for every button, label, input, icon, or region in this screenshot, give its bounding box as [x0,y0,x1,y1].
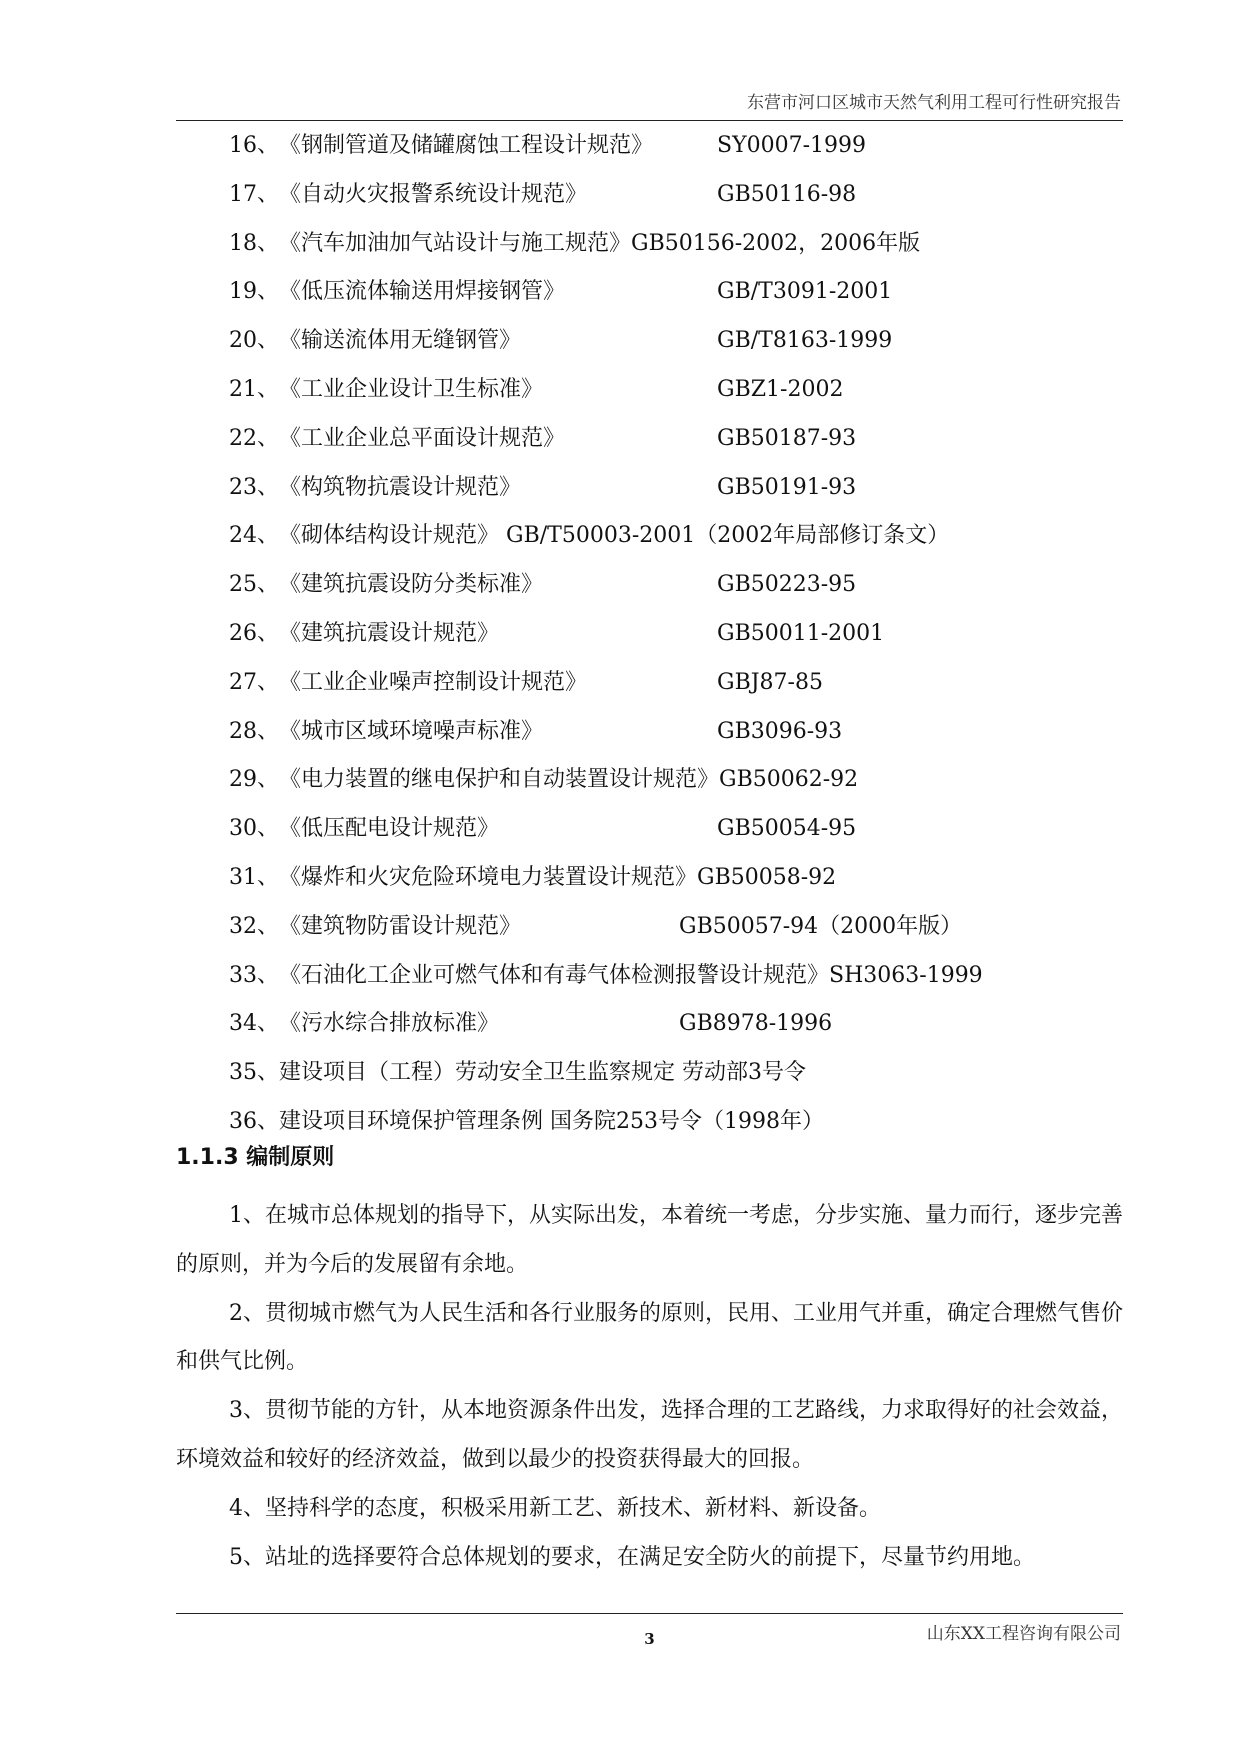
section-heading: 1.1.3 编制原则 [176,1145,335,1170]
reference-title: 《石油化工企业可燃气体和有毒气体检测报警设计规范》 [279,962,830,988]
reference-title: 《低压配电设计规范》 [279,816,500,842]
reference-title: 《砌体结构设计规范》 [279,523,500,549]
reference-item [229,122,1129,171]
page-number: 3 [644,1630,655,1648]
reference-number: 18、 [229,230,279,256]
reference-number: 29、 [229,767,279,793]
principle-paragraph: 2、贯彻城市燃气为人民生活和各行业服务的原则，民用、工业用气并重，确定合理燃气售价和供气比例。 [176,1300,1124,1375]
reference-code: 国务院253号令（1998年） [543,1108,824,1134]
reference-item [229,756,1129,805]
principles-list [176,1192,1123,1582]
reference-number: 16、 [229,133,279,158]
reference-item [229,1049,1129,1098]
reference-code: GB50062-92 [719,767,859,793]
reference-title: 《建筑物防雷设计规范》 [279,913,522,939]
reference-number: 27、 [229,669,279,695]
reference-item [229,1098,1129,1147]
reference-code: SH3063-1999 [829,962,983,988]
reference-title: 《输送流体用无缝钢管》 [279,328,522,354]
reference-title: 《电力装置的继电保护和自动装置设计规范》 [279,767,720,793]
reference-title: 《建筑抗震设计规范》 [279,620,500,646]
reference-code: GB50187-93 [717,425,857,451]
reference-item [229,415,1129,464]
reference-item [229,366,1129,415]
reference-item [229,708,1129,757]
reference-item [229,561,1129,610]
reference-item [229,268,1129,317]
reference-item [229,805,1129,854]
reference-item [229,854,1129,903]
reference-list [229,122,1129,1147]
reference-number: 36、 [229,1108,279,1134]
reference-code: GB50058-92 [697,864,837,890]
reference-code: GB/T50003-2001（2002年局部修订条文） [499,523,950,549]
reference-title: 《污水综合排放标准》 [279,1011,500,1037]
reference-item [229,903,1129,952]
reference-title: 《构筑物抗震设计规范》 [279,474,522,500]
reference-code: GB50011-2001 [717,620,885,646]
reference-title: 《钢制管道及储罐腐蚀工程设计规范》 [279,133,654,158]
reference-title: 建设项目（工程）劳动安全卫生监察规定 [279,1060,676,1086]
reference-title: 《汽车加油加气站设计与施工规范》 [279,230,632,256]
reference-title: 《低压流体输送用焊接钢管》 [279,279,566,305]
page-header [176,84,1123,121]
header-title: 东营市河口区城市天然气利用工程可行性研究报告 [747,93,1121,113]
reference-title: 《城市区域环境噪声标准》 [279,718,544,744]
reference-code: GBJ87-85 [717,669,823,695]
reference-code: GB50054-95 [717,816,857,842]
reference-number: 26、 [229,620,279,646]
principle-paragraph: 4、坚持科学的态度，积极采用新工艺、新技术、新材料、新设备。 [229,1495,881,1521]
principle-paragraph: 3、贯彻节能的方针，从本地资源条件出发，选择合理的工艺路线，力求取得好的社会效益，环境效益和较好的经济效益，做到以最少的投资获得最大的回报。 [176,1398,1124,1472]
reference-title: 《工业企业噪声控制设计规范》 [279,669,588,695]
reference-title: 《工业企业总平面设计规范》 [279,425,566,451]
reference-number: 31、 [229,864,279,890]
reference-number: 20、 [229,328,279,354]
reference-code: GB50223-95 [717,572,857,598]
reference-number: 33、 [229,962,279,988]
reference-title: 《工业企业设计卫生标准》 [279,376,544,402]
principle-paragraph: 5、站址的选择要符合总体规划的要求，在满足安全防火的前提下，尽量节约用地。 [229,1544,1035,1570]
reference-number: 24、 [229,523,279,549]
reference-code: GB/T3091-2001 [717,279,893,305]
reference-item [229,220,1129,269]
reference-number: 32、 [229,913,279,939]
reference-item [229,317,1129,366]
reference-item [229,171,1129,220]
reference-code: GB/T8163-1999 [717,328,893,354]
reference-title: 《爆炸和火灾危险环境电力装置设计规范》 [279,864,698,890]
reference-item [229,1000,1129,1049]
reference-number: 34、 [229,1011,279,1037]
reference-number: 28、 [229,718,279,744]
reference-number: 35、 [229,1060,279,1086]
reference-item [229,659,1129,708]
reference-item [229,952,1129,1001]
reference-title: 《自动火灾报警系统设计规范》 [279,181,588,207]
reference-code: SY0007-1999 [717,133,867,158]
reference-code: GB50156-2002，2006年版 [631,230,921,256]
reference-number: 30、 [229,816,279,842]
reference-code: GB50191-93 [717,474,857,500]
footer-company: 山东XX工程咨询有限公司 [926,1624,1121,1644]
reference-title: 《建筑抗震设防分类标准》 [279,572,544,598]
reference-number: 23、 [229,474,279,500]
reference-number: 21、 [229,376,279,402]
reference-code: GB50116-98 [717,181,857,207]
reference-item [229,464,1129,513]
reference-code: GB50057-94（2000年版） [679,913,963,939]
reference-item [229,512,1129,561]
reference-code: 劳动部3号令 [675,1060,807,1086]
page-footer [176,1613,1123,1648]
reference-number: 22、 [229,425,279,451]
principle-paragraph: 1、在城市总体规划的指导下，从实际出发，本着统一考虑，分步实施、量力而行，逐步完善的原则，并为今后的发展留有余地。 [176,1203,1124,1277]
reference-number: 17、 [229,181,279,207]
reference-item [229,610,1129,659]
reference-number: 19、 [229,279,279,305]
reference-number: 25、 [229,572,279,598]
reference-code: GBZ1-2002 [717,376,844,402]
reference-code: GB3096-93 [717,718,843,744]
reference-title: 建设项目环境保护管理条例 [279,1108,544,1134]
reference-code: GB8978-1996 [679,1011,833,1037]
